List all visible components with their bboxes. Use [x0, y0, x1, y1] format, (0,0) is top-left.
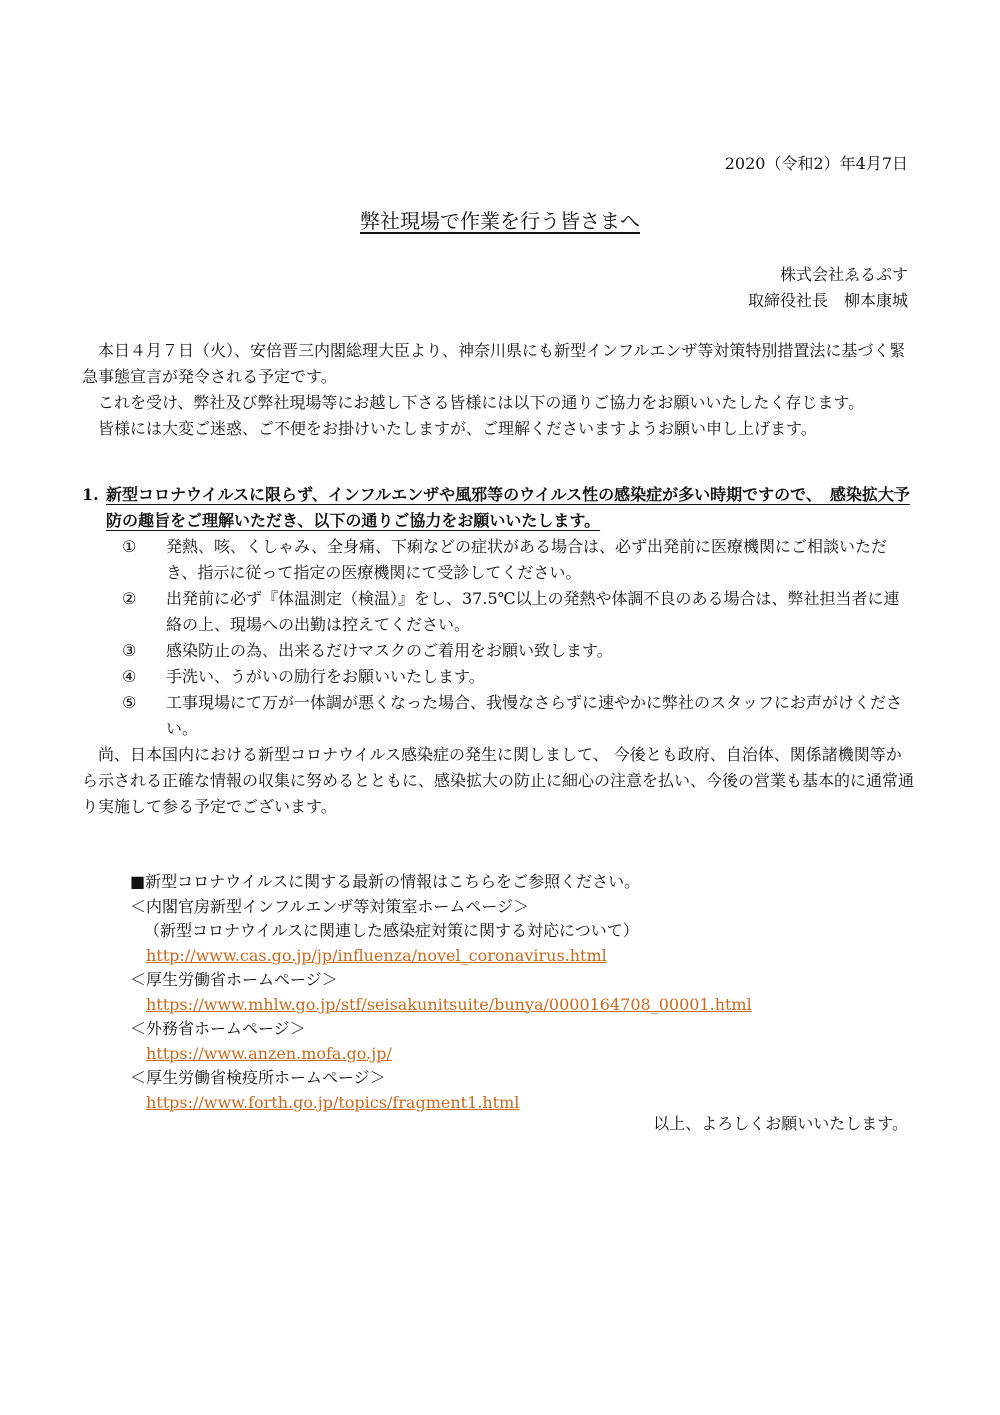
links-intro: ■新型コロナウイルスに関する最新の情報はこちらをご参照ください。 [130, 872, 641, 891]
cabinet-sub-label: （新型コロナウイルスに関連した感染症対策に関する対応について） [144, 921, 639, 940]
list-item [82, 690, 914, 742]
mofa-link[interactable]: https://www.anzen.mofa.go.jp/ [146, 1043, 392, 1063]
list-item-text: 工事現場にて万が一体調が悪くなった場合、我慢なさらずに速やかに弊社のスタッフにお声がけください。 [166, 693, 903, 738]
list-item-marker: ⑤ [122, 693, 137, 712]
list-item [82, 664, 914, 690]
request-section [82, 482, 914, 742]
document-title [0, 206, 1000, 236]
section-heading [82, 482, 914, 534]
forth-label: ＜厚生労働省検疫所ホームページ＞ [130, 1068, 386, 1087]
sender-block [748, 262, 908, 314]
sender-representative: 取締役社長 柳本康城 [747, 291, 908, 310]
list-item [82, 534, 914, 586]
list-item-text: 感染防止の為、出来るだけマスクのご着用をお願い致します。 [166, 641, 613, 660]
cabinet-link[interactable]: http://www.cas.go.jp/jp/influenza/novel_coronavirus.html [146, 945, 607, 965]
list-item-marker: ① [122, 537, 137, 556]
list-item-text: 手洗い、うがいの励行をお願いいたします。 [166, 667, 485, 686]
list-item-marker: ④ [122, 667, 137, 686]
document-title-text: 弊社現場で作業を行う皆さまへ [360, 209, 640, 233]
section-heading-text: 新型コロナウイルスに限らず、インフルエンザや風邪等のウイルス性の感染症が多い時期ですので、 感染拡大予防の趣旨をご理解いただき、以下の通りご協力をお願いいたします。 [106, 485, 910, 530]
mhlw-label: ＜厚生労働省ホームページ＞ [130, 970, 338, 989]
intro-paragraph: 皆様には大変ご迷惑、ご不便をお掛けいたしますが、ご理解くださいますようお願い申し上げます。 [98, 419, 817, 438]
document-date: 2020（令和2）年4月7日 [724, 154, 908, 173]
request-list [82, 534, 914, 742]
reference-links [130, 870, 920, 1115]
closing-paragraph: 尚、日本国内における新型コロナウイルス感染症の発生に関しまして、 今後とも政府、自治体、関係諸機関等から示される正確な情報の収集に努めるとともに、感染拡大の防止に細心の注意を払い、今後の営業も基本的に通常通り実施して参る予定でございます。 [82, 745, 915, 816]
list-item-marker: ② [122, 589, 137, 608]
sender-company: 株式会社ゑるぷす [779, 265, 908, 284]
intro-paragraph: これを受け、弊社及び弊社現場等にお越し下さる皆様には以下の通りご協力をお願いいたしたく存じます。 [98, 393, 865, 412]
list-item-marker: ③ [122, 641, 137, 660]
section-number: 1. [82, 485, 99, 504]
intro-paragraphs [82, 338, 914, 442]
cabinet-label: ＜内閣官房新型インフルエンザ等対策室ホームページ＞ [130, 896, 530, 916]
list-item [82, 638, 914, 664]
list-item [82, 586, 914, 638]
list-item-text: 発熱、咳、くしゃみ、全身痛、下痢などの症状がある場合は、必ず出発前に医療機関にご相談いただき、指示に従って指定の医療機関にて受診してください。 [166, 537, 887, 582]
mhlw-link[interactable]: https://www.mhlw.go.jp/stf/seisakunitsuite/bunya/0000164708_00001.html [146, 994, 752, 1014]
closing-regards: 以上、よろしくお願いいたします。 [653, 1114, 908, 1133]
mofa-label: ＜外務省ホームページ＞ [130, 1019, 306, 1038]
list-item-text: 出発前に必ず『体温測定（検温）』をし、37.5℃以上の発熱や体調不良のある場合は、弊社担当者に連絡の上、現場への出勤は控えてください。 [166, 589, 900, 634]
intro-paragraph: 本日４月７日（火）、安倍晋三内閣総理大臣より、神奈川県にも新型インフルエンザ等対策特別措置法に基づく緊急事態宣言が発令される予定です。 [82, 341, 906, 386]
forth-link[interactable]: https://www.forth.go.jp/topics/fragment1.html [146, 1092, 520, 1112]
